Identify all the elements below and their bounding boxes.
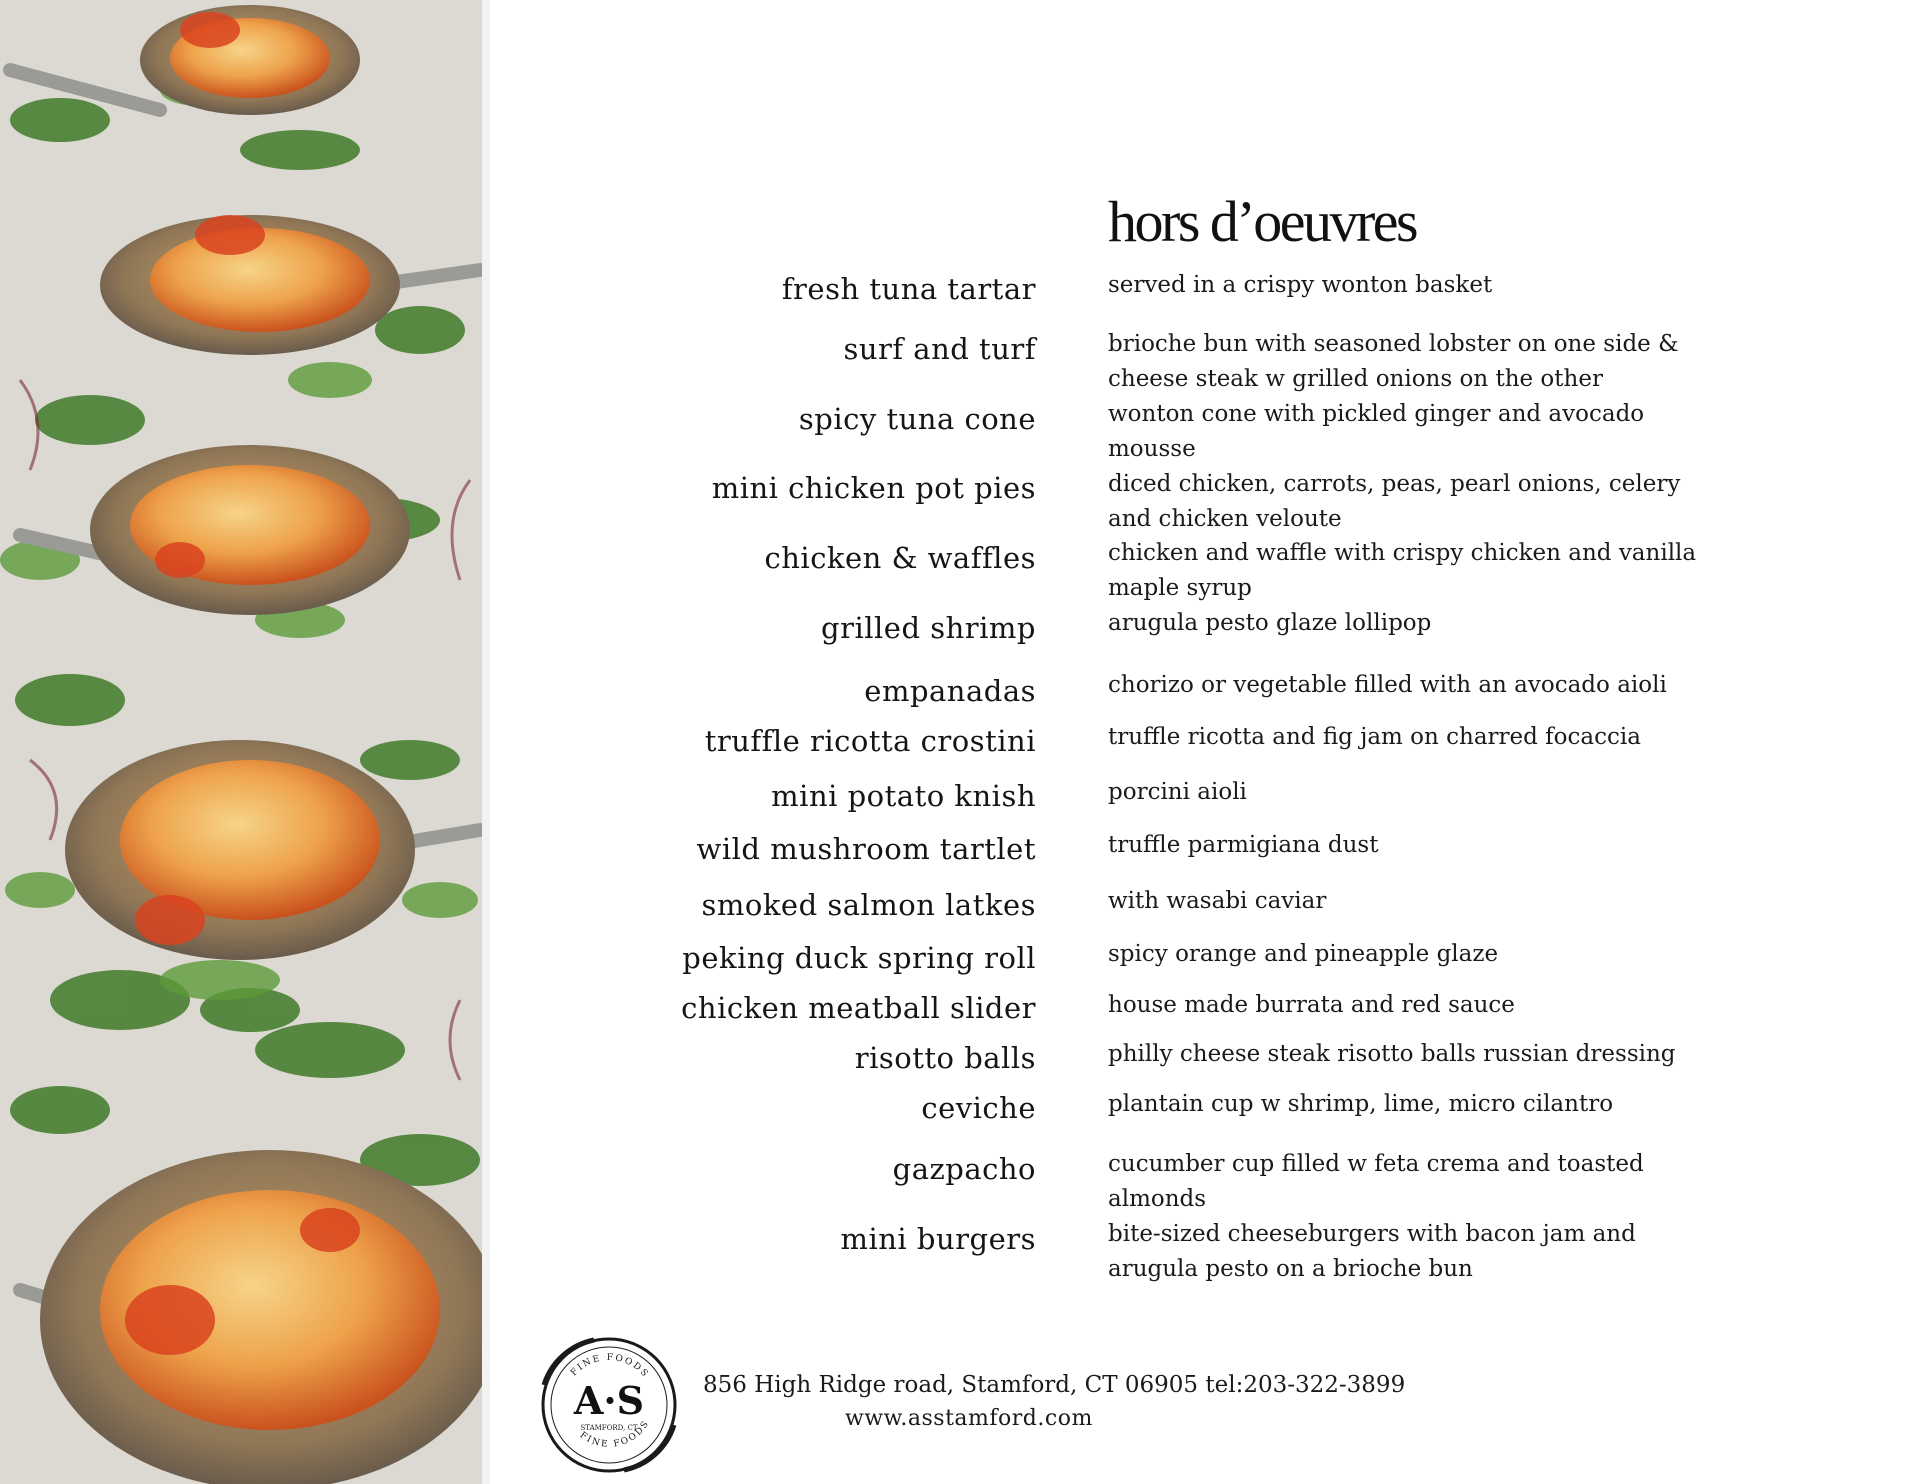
svg-text:FINE FOODS (569, 1353, 650, 1380)
menu-item-description: house made burrata and red sauce (1108, 992, 1515, 1018)
logo-ring-text-middle: STAMFORD, CT (580, 1424, 638, 1432)
menu-item-name: chicken meatball slider (681, 991, 1036, 1025)
menu-item-description: brioche bun with seasoned lobster on one side & cheese steak w grilled onions on the other (1108, 331, 1679, 392)
menu-item-description: diced chicken, carrots, peas, pearl onions, celery and chicken veloute (1108, 471, 1681, 532)
as-fine-foods-logo (534, 1330, 684, 1480)
menu-item-description: truffle ricotta and fig jam on charred focaccia (1108, 724, 1641, 750)
menu-item-description: cucumber cup filled w feta crema and toasted almonds (1108, 1151, 1644, 1212)
menu-item-description: philly cheese steak risotto balls russian dressing (1108, 1041, 1676, 1067)
menu-item-description: truffle parmigiana dust (1108, 832, 1379, 858)
menu-item-name: fresh tuna tartar (781, 272, 1036, 306)
logo-monogram: A·S (573, 1378, 645, 1423)
menu-item-description: served in a crispy wonton basket (1108, 272, 1493, 298)
menu-item-description: with wasabi caviar (1108, 888, 1327, 914)
menu-item-name: empanadas (864, 674, 1036, 708)
menu-item-name: surf and turf (843, 332, 1036, 366)
menu-item-description: chorizo or vegetable filled with an avocado aioli (1108, 672, 1667, 698)
menu-item-description: arugula pesto glaze lollipop (1108, 610, 1432, 636)
menu-item-name: risotto balls (854, 1041, 1036, 1075)
menu-item-name: mini chicken pot pies (711, 471, 1036, 505)
menu-item-name: smoked salmon latkes (701, 888, 1036, 922)
page-title: hors d’oeuvres (1108, 189, 1417, 254)
menu-item-name: ceviche (921, 1091, 1036, 1125)
logo-ring-text-top: FINE FOODS (569, 1352, 651, 1381)
menu-item-description: wonton cone with pickled ginger and avocado mousse (1108, 401, 1645, 462)
menu-item-name: mini potato knish (771, 779, 1036, 813)
footer-address: 856 High Ridge road, Stamford, CT 06905 tel:203-322-3899 (703, 1372, 1406, 1398)
logo-ring-text-bottom: FINE FOODS (577, 1418, 652, 1450)
menu-item-name: mini burgers (840, 1222, 1036, 1256)
menu-item-name: truffle ricotta crostini (704, 724, 1036, 758)
footer-website[interactable]: www.asstamford.com (845, 1406, 1093, 1431)
menu-item-name: gazpacho (892, 1152, 1036, 1186)
menu-item-name: spicy tuna cone (798, 402, 1036, 436)
menu-item-name: peking duck spring roll (682, 941, 1036, 975)
menu-item-description: bite-sized cheeseburgers with bacon jam and arugula pesto on a brioche bun (1108, 1221, 1636, 1282)
menu-item-description: chicken and waffle with crispy chicken and vanilla maple syrup (1108, 540, 1697, 601)
menu-item-name: wild mushroom tartlet (696, 832, 1036, 866)
menu-item-description: plantain cup w shrimp, lime, micro cilantro (1108, 1091, 1614, 1117)
menu-item-description: porcini aioli (1108, 779, 1247, 805)
menu-item-description: spicy orange and pineapple glaze (1108, 941, 1499, 967)
menu-item-name: grilled shrimp (821, 611, 1036, 645)
menu-item-name: chicken & waffles (764, 541, 1036, 575)
